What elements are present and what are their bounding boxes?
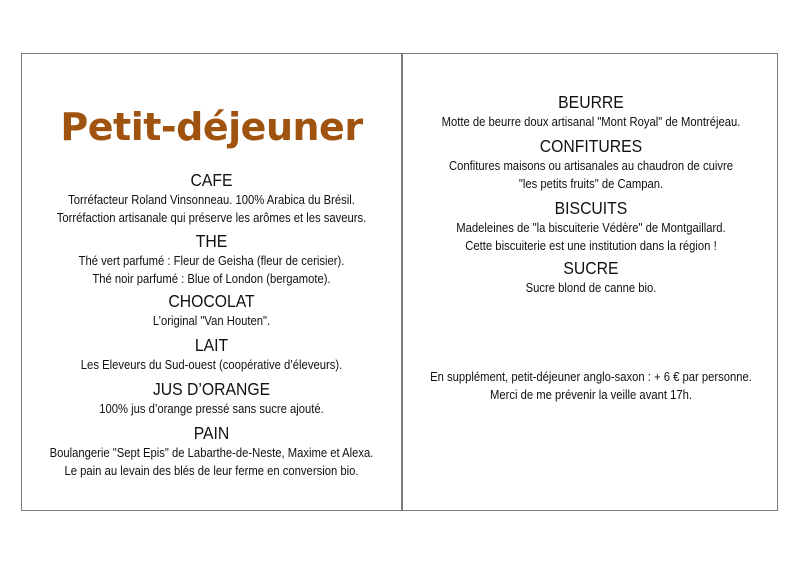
section-heading: CAFE: [190, 170, 233, 190]
section-text: Torréfaction artisanale qui préserve les arômes et les saveurs.: [56, 211, 367, 225]
section-chocolat: [22, 291, 401, 330]
section-text: Sucre blond de canne bio.: [525, 281, 657, 295]
section-text: Les Eleveurs du Sud-ouest (coopérative d’éleveurs).: [80, 358, 343, 372]
section-text: Le pain au levain des blés de leur ferme en conversion bio.: [64, 464, 359, 478]
section-heading: PAIN: [193, 423, 230, 443]
section-text: "les petits fruits" de Campan.: [518, 177, 664, 191]
section-text: Confitures maisons ou artisanales au chaudron de cuivre: [449, 159, 733, 173]
section-confitures: [403, 136, 779, 193]
section-heading: LAIT: [194, 335, 229, 355]
section-jus-orange: [22, 379, 401, 418]
section-text: Thé vert parfumé : Fleur de Geisha (fleur de cerisier).: [78, 254, 345, 268]
section-heading: THE: [195, 231, 228, 251]
section-text: Boulangerie "Sept Epis" de Labarthe-de-Neste, Maxime et Alexa.: [49, 446, 374, 460]
section-text: Thé noir parfumé : Blue of London (bergamote).: [92, 272, 331, 286]
section-heading: JUS D’ORANGE: [152, 379, 271, 399]
section-text: Torréfacteur Roland Vinsonneau. 100% Arabica du Brésil.: [68, 193, 355, 207]
note-text: Merci de me prévenir la veille avant 17h.: [490, 388, 692, 402]
section-text: Motte de beurre doux artisanal "Mont Royal" de Montréjeau.: [441, 115, 741, 129]
section-text: Cette biscuiterie est une institution dans la région !: [465, 239, 717, 253]
supplement-note: [403, 368, 779, 404]
section-cafe: [22, 170, 401, 227]
section-heading: CONFITURES: [539, 136, 643, 156]
section-heading: SUCRE: [563, 258, 619, 278]
section-heading: BEURRE: [558, 92, 624, 112]
section-lait: [22, 335, 401, 374]
page-title: Petit-déjeuner: [60, 105, 363, 149]
section-text: Madeleines de "la biscuiterie Védère" de Montgaillard.: [456, 221, 726, 235]
section-heading: CHOCOLAT: [168, 291, 255, 311]
section-pain: [22, 423, 401, 480]
section-text: 100% jus d’orange pressé sans sucre ajouté.: [99, 402, 324, 416]
section-text: L’original "Van Houten".: [152, 314, 271, 328]
section-sucre: [403, 258, 779, 297]
note-text: En supplément, petit-déjeuner anglo-saxon : + 6 € par personne.: [430, 370, 752, 384]
section-heading: BISCUITS: [554, 198, 628, 218]
section-beurre: [403, 92, 779, 131]
menu-card: [21, 53, 778, 511]
section-the: [22, 231, 401, 288]
section-biscuits: [403, 198, 779, 255]
